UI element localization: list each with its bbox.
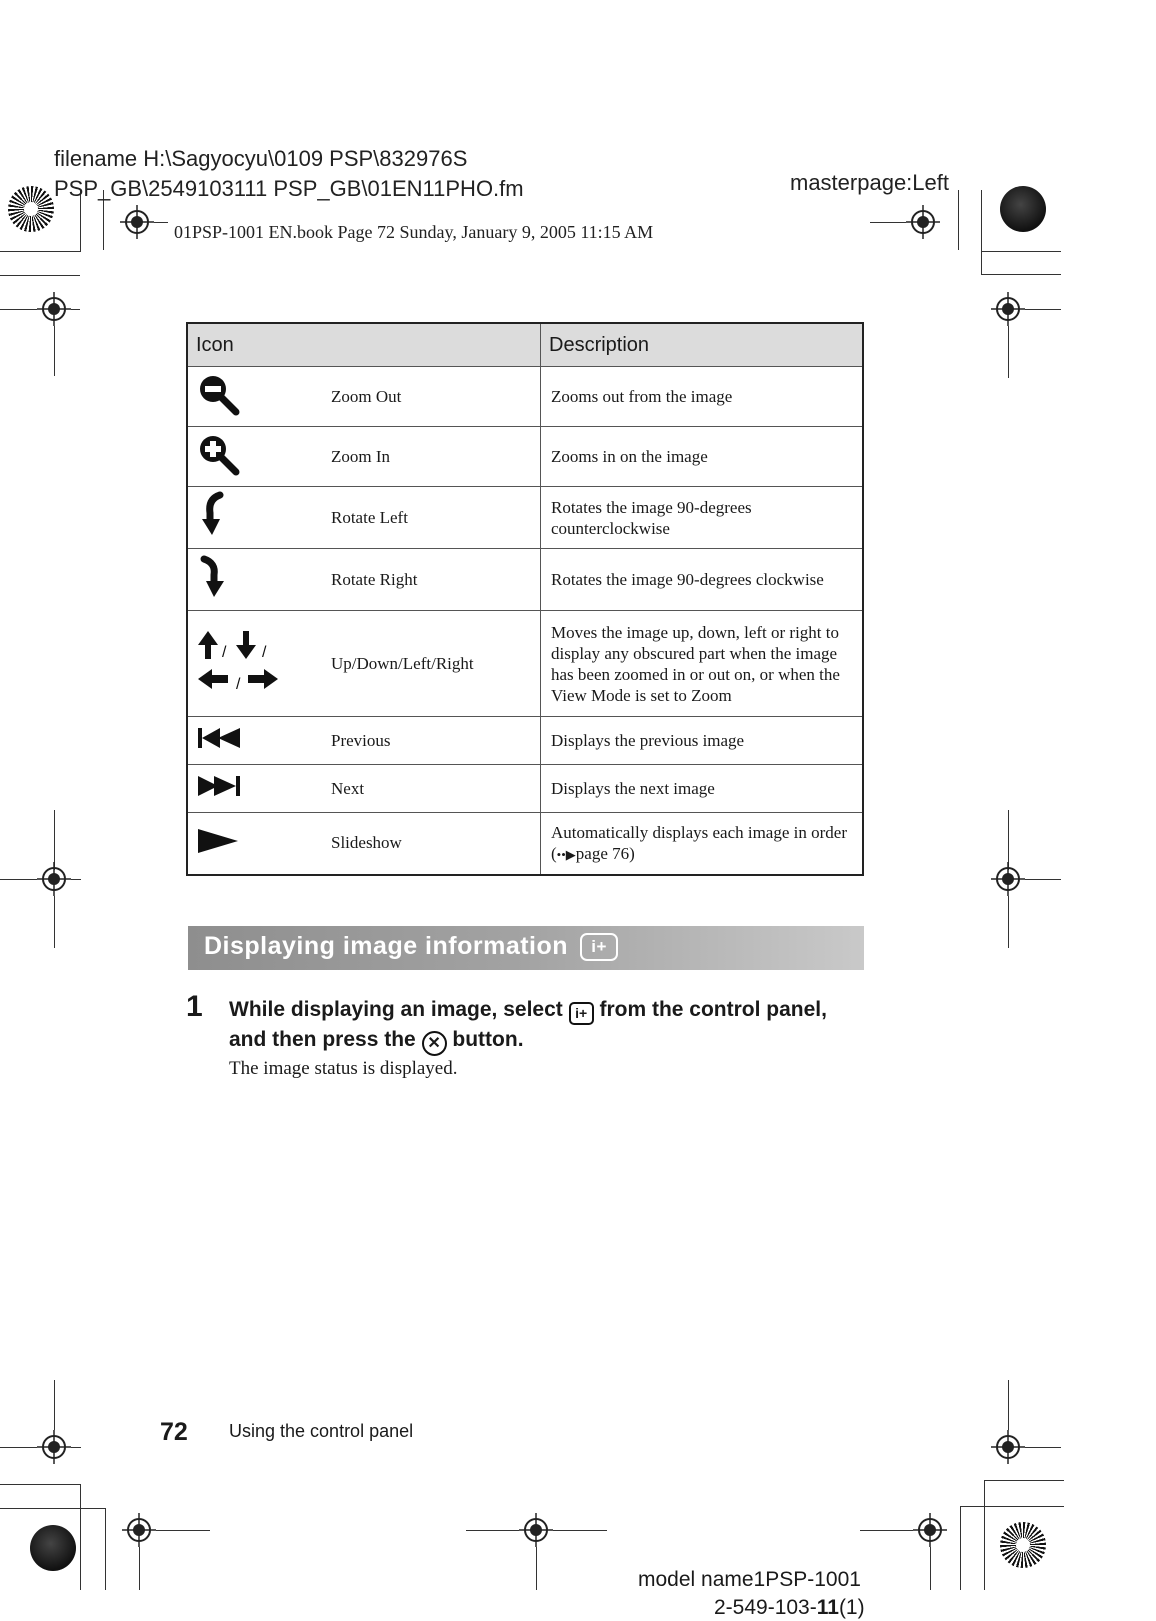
svg-text:/: / [236, 676, 241, 693]
row-name: Next [297, 765, 541, 813]
table-row [187, 549, 863, 611]
registration-target-icon [991, 1430, 1025, 1464]
row-name: Zoom Out [297, 367, 541, 427]
page-section-name: Using the control panel [229, 1421, 414, 1441]
book-info: 01PSP-1001 EN.book Page 72 Sunday, January 9, 2005 11:15 AM [174, 222, 654, 242]
col-header-icon: Icon [187, 323, 541, 367]
registration-target-icon [37, 1430, 71, 1464]
rotate-left-icon [196, 491, 242, 539]
row-description: Rotates the image 90-degrees counterclockwise [541, 487, 864, 549]
registration-sun-icon [1000, 1522, 1046, 1568]
registration-target-icon [122, 1513, 156, 1547]
registration-target-icon [991, 292, 1025, 326]
svg-text:/: / [222, 644, 227, 661]
model-code: 2-549-103-11(1) [714, 1596, 865, 1619]
table-row [187, 813, 863, 875]
previous-icon [196, 726, 246, 750]
slideshow-icon [196, 827, 246, 855]
registration-dot-icon [1000, 186, 1046, 232]
registration-target-icon [906, 205, 940, 239]
filename-line-2: PSP_GB\2549103111 PSP_GB\01EN11PHO.fm [54, 176, 524, 201]
info-icon: i+ [580, 933, 618, 961]
step-result: The image status is displayed. [229, 1058, 458, 1079]
section-banner [188, 926, 864, 970]
step-number: 1 [186, 990, 203, 1023]
registration-dot-icon [30, 1525, 76, 1571]
masterpage-label: masterpage:Left [790, 170, 949, 195]
row-description: Displays the previous image [541, 717, 864, 765]
table-row [187, 765, 863, 813]
registration-sun-icon [8, 186, 54, 232]
registration-target-icon [991, 862, 1025, 896]
icon-table [186, 322, 864, 876]
filename-line-1: filename H:\Sagyocyu\0109 PSP\832976S [54, 146, 468, 171]
model-name: model name1PSP-1001 [638, 1568, 861, 1591]
row-name: Zoom In [297, 427, 541, 487]
arrows-icon [196, 629, 292, 693]
row-description: Displays the next image [541, 765, 864, 813]
table-row [187, 717, 863, 765]
row-name: Rotate Left [297, 487, 541, 549]
page-ref: (••▶page 76) [551, 843, 635, 863]
table-row [187, 367, 863, 427]
table-row [187, 611, 863, 717]
cross-button-icon: ✕ [422, 1031, 447, 1056]
svg-text:/: / [262, 644, 267, 661]
table-row [187, 427, 863, 487]
row-description: Moves the image up, down, left or right to display any obscured part when the image has been zoomed in or out on, or when the View Mode is set to Zoom [541, 611, 864, 717]
section-title: Displaying image information [204, 932, 569, 960]
next-icon [196, 774, 246, 798]
table-row [187, 487, 863, 549]
registration-target-icon [37, 292, 71, 326]
row-description: Zooms out from the image [541, 367, 864, 427]
page-number: 72 [160, 1418, 188, 1446]
step-instruction: While displaying an image, select i+ from the control panel, and then press the ✕ button. [229, 995, 849, 1056]
row-name: Rotate Right [297, 549, 541, 611]
row-description: Automatically displays each image in order [551, 822, 847, 842]
row-description: Rotates the image 90-degrees clockwise [541, 549, 864, 611]
table-header-row [187, 323, 863, 367]
zoom-out-icon [196, 372, 242, 416]
row-name: Previous [297, 717, 541, 765]
section-title-wrap [204, 932, 618, 961]
col-header-description: Description [541, 323, 864, 367]
registration-target-icon [120, 205, 154, 239]
registration-target-icon [913, 1513, 947, 1547]
zoom-in-icon [196, 432, 242, 476]
registration-target-icon [519, 1513, 553, 1547]
info-icon: i+ [569, 1002, 594, 1025]
row-description-slideshow [541, 813, 864, 875]
rotate-right-icon [196, 553, 242, 601]
row-name: Up/Down/Left/Right [297, 611, 541, 717]
registration-target-icon [37, 862, 71, 896]
page-ref-arrow-icon: ••▶ [556, 846, 576, 862]
row-description: Zooms in on the image [541, 427, 864, 487]
row-name: Slideshow [297, 813, 541, 875]
